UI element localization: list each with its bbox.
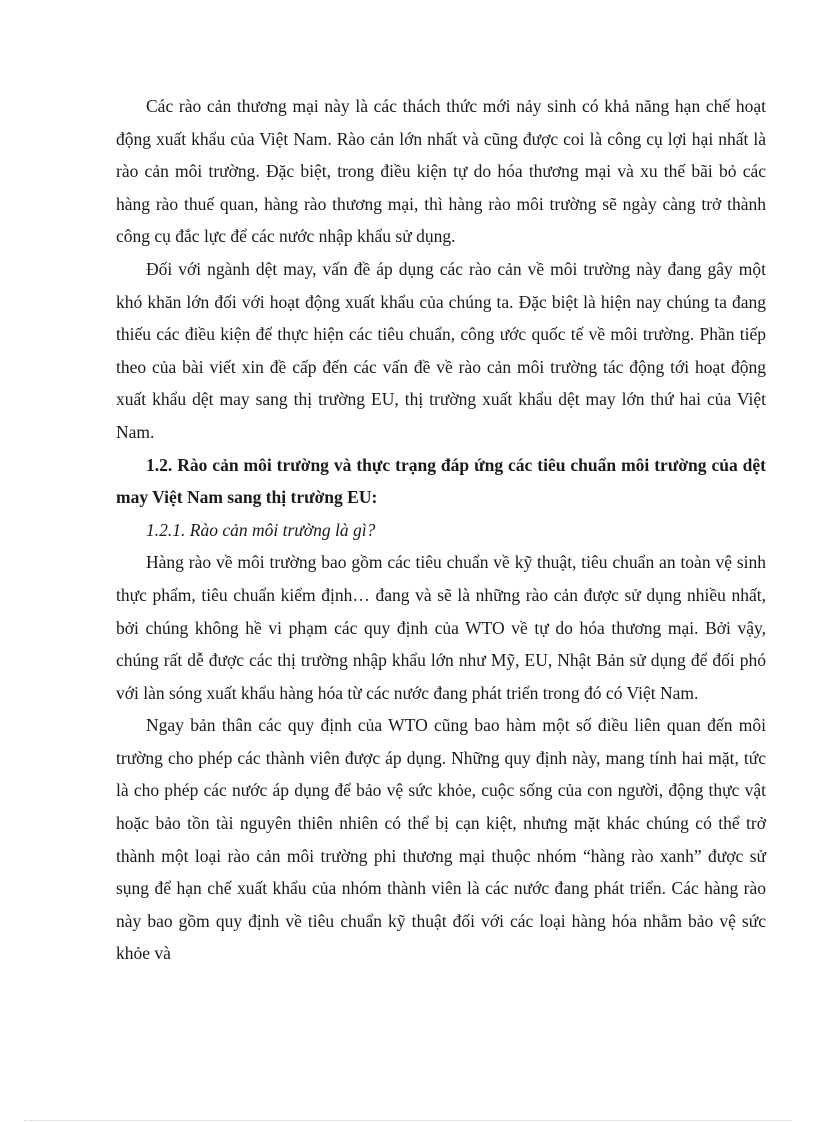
paragraph-textile-industry: Đối với ngành dệt may, vấn đề áp dụng các rào cản về môi trường này đang gây một khó khăn lớn đối với hoạt động xuất khẩu của chúng ta. Đặc biệt là hiện nay chúng ta đang thiếu các điều kiện để thực hiện các tiêu chuẩn, công ước quốc tế về môi trường. Phần tiếp theo của bài viết xin đề cấp đến các vấn đề về rào cản môi trường tác động tới hoạt động xuất khẩu dệt may sang thị trường EU, thị trường xuất khẩu dệt may lớn thứ hai của Việt Nam. xyxy=(116,258,766,442)
paragraph-trade-barriers: Các rào cản thương mại này là các thách thức mới nảy sinh có khả năng hạn chế hoạt động xuất khẩu của Việt Nam. Rào cản lớn nhất và cũng được coi là công cụ lợi hại nhất là rào cản môi trường. Đặc biệt, trong điều kiện tự do hóa thương mại và xu thế bãi bỏ các hàng rào thuế quan, hàng rào thương mại, thì hàng rào môi trường sẽ ngày càng trở thành công cụ đắc lực để các nước nhập khẩu sử dụng. xyxy=(116,96,766,247)
paragraph-environmental-barriers: Hàng rào về môi trường bao gồm các tiêu chuẩn về kỹ thuật, tiêu chuẩn an toàn vệ sinh thực phẩm, tiêu chuẩn kiểm định… đang và sẽ là những rào cản được sử dụng nhiều nhất, bởi chúng không hề vi phạm các quy định của WTO về tự do hóa thương mại. Bởi vậy, chúng rất dễ được các thị trường nhập khẩu lớn như Mỹ, EU, Nhật Bản sử dụng để đối phó với làn sóng xuất khẩu hàng hóa từ các nước đang phát triển trong đó có Việt Nam. xyxy=(116,552,766,703)
subsection-heading: 1.2.1. Rào cản môi trường là gì? xyxy=(146,519,376,540)
page-bottom-divider xyxy=(24,1120,792,1121)
document-page xyxy=(116,90,766,970)
paragraph-wto-regulations: Ngay bản thân các quy định của WTO cũng bao hàm một số điều liên quan đến môi trường cho phép các thành viên được áp dụng. Những quy định này, mang tính hai mặt, tức là cho phép các nước áp dụng để bảo vệ sức khỏe, cuộc sống của con người, động thực vật hoặc bảo tồn tài nguyên thiên nhiên có thể bị cạn kiệt, nhưng mặt khác chúng có thể trở thành một loại rào cản môi trường phi thương mại thuộc nhóm “hàng rào xanh” được sử sụng để hạn chế xuất khẩu của nhóm thành viên là các nước đang phát triển. Các hàng rào này bao gồm quy định về tiêu chuẩn kỹ thuật đối với các loại hàng hóa nhằm bảo vệ sức khỏe và xyxy=(116,715,766,964)
section-heading: 1.2. Rào cản môi trường và thực trạng đáp ứng các tiêu chuẩn môi trường của dệt may Việt Nam sang thị trường EU: xyxy=(116,454,766,508)
